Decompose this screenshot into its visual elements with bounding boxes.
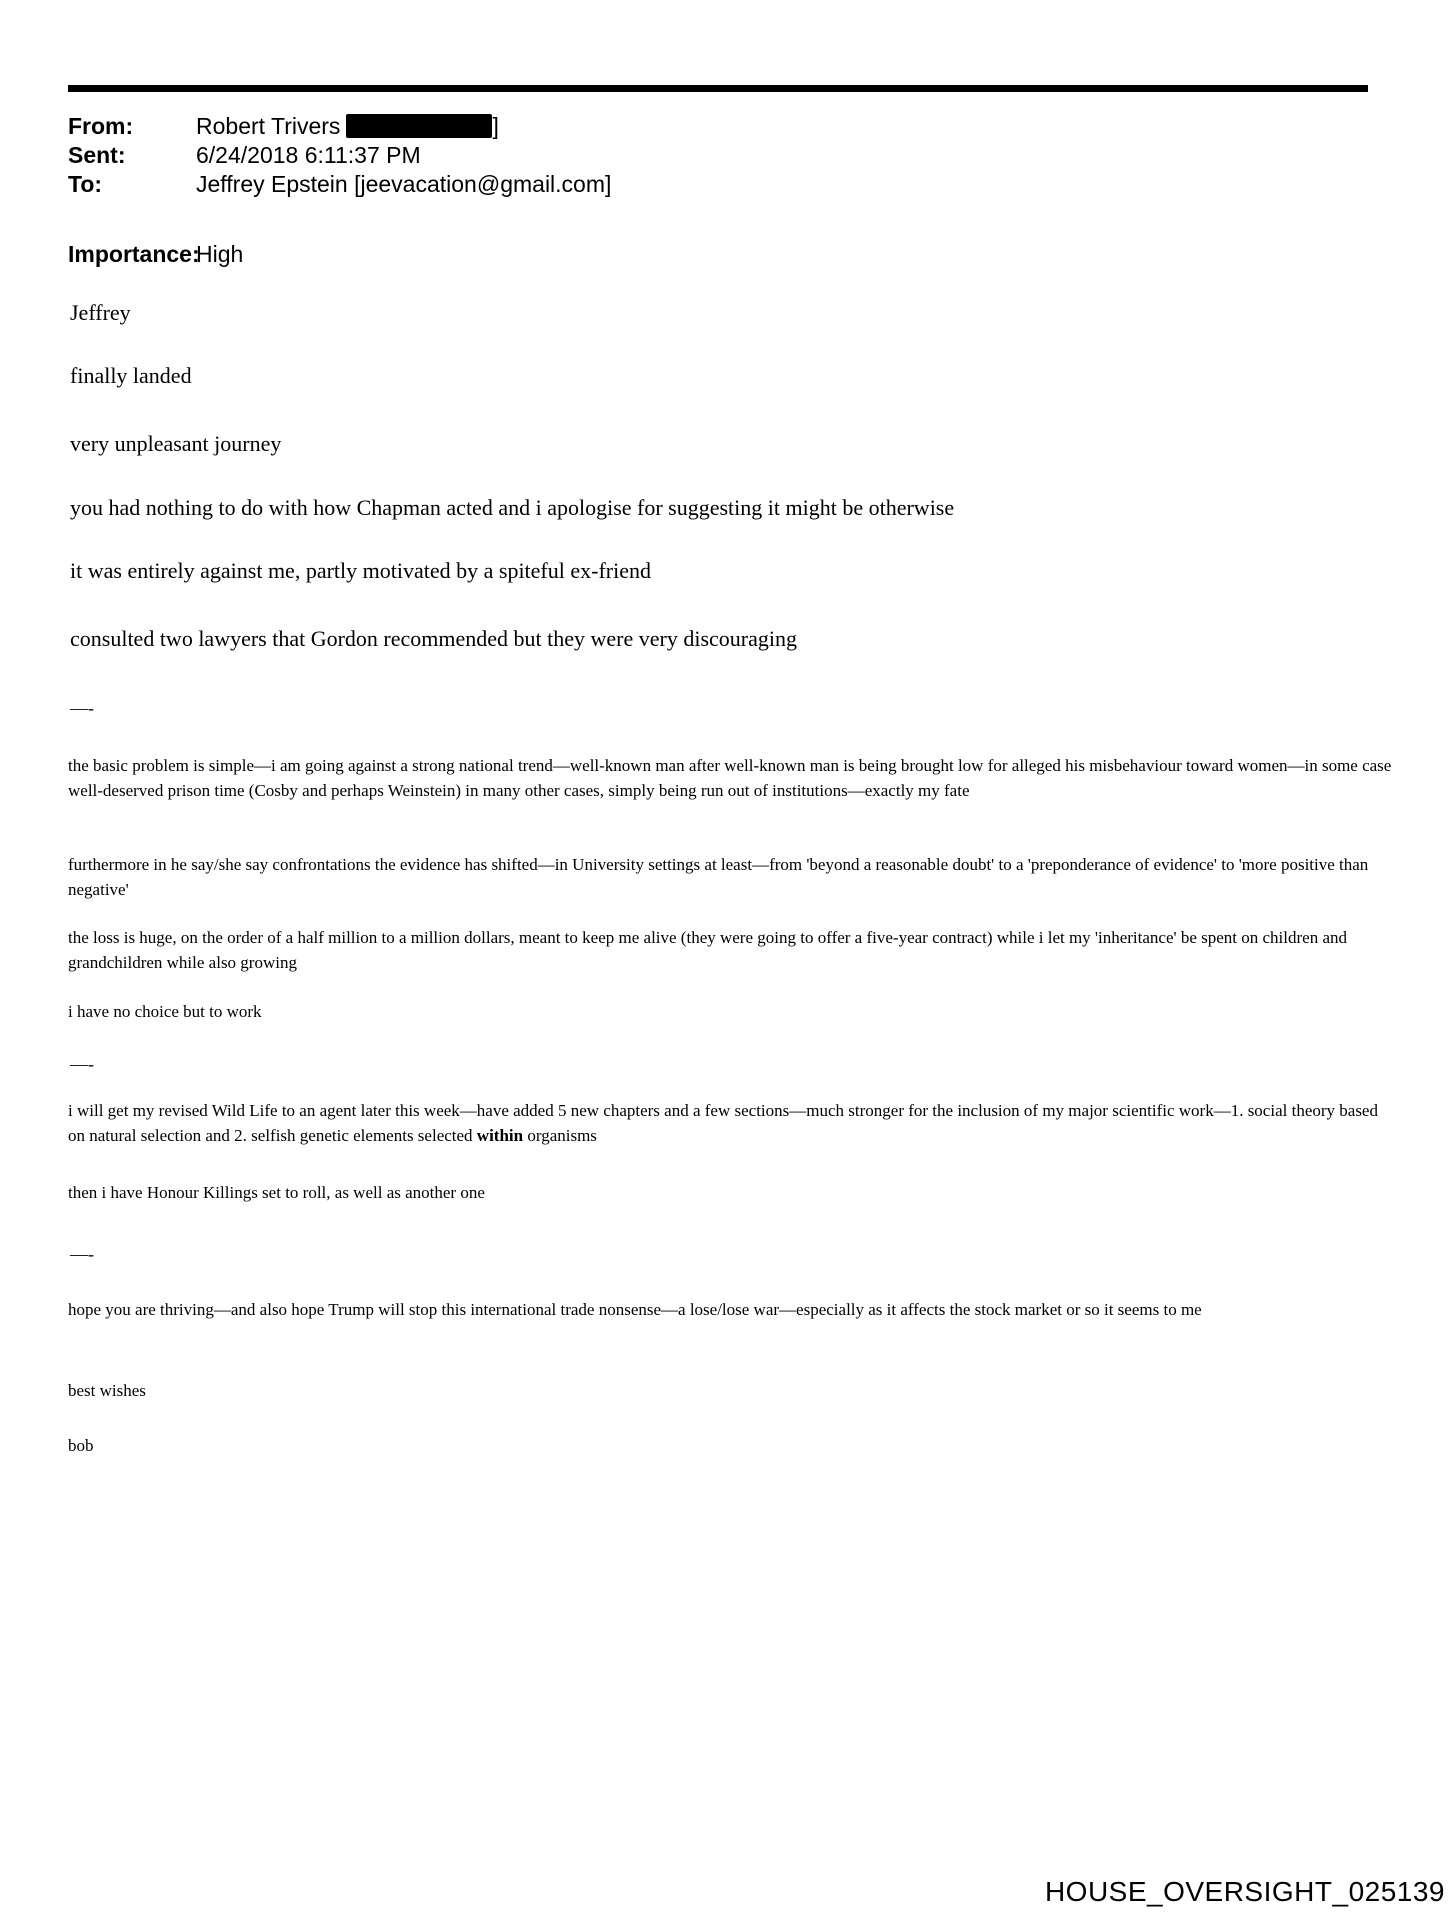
to-value: Jeffrey Epstein [jeevacation@gmail.com] (196, 171, 612, 197)
body-line-chapman: you had nothing to do with how Chapman acted and i apologise for suggesting it might be otherwise (70, 495, 955, 520)
signature-bob: bob (68, 1436, 94, 1455)
body-line-lawyers: consulted two lawyers that Gordon recommended but they were very discouraging (70, 626, 798, 651)
wild-life-text-after: organisms (523, 1125, 597, 1145)
from-row (68, 112, 611, 141)
separator-dash-3: —- (70, 1244, 94, 1264)
importance-label: Importance: (68, 241, 200, 267)
body-line-landed: finally landed (70, 363, 192, 388)
header-divider (68, 85, 1368, 92)
sent-value: 6/24/2018 6:11:37 PM (196, 142, 421, 168)
redaction-bar (346, 114, 492, 138)
paragraph-hope-thriving: hope you are thriving—and also hope Trump will stop this international trade nonsense—a lose/lose war—especially as it affects the stock market or so it seems to me (68, 1300, 1202, 1319)
wild-life-bold-word: within (476, 1125, 524, 1145)
from-value (196, 112, 499, 141)
separator-dash-2: —- (70, 1054, 94, 1074)
body-line-against-me: it was entirely against me, partly motivated by a spiteful ex-friend (70, 558, 651, 583)
email-header (68, 112, 611, 199)
paragraph-loss: the loss is huge, on the order of a half million to a million dollars, meant to keep me alive (they were going to offer a five-year contract) while i let my 'inheritance' be spent on children and grandchildren while also growing (68, 928, 1347, 972)
separator-dash-1: —- (70, 698, 94, 718)
importance-value: High (196, 241, 244, 267)
to-label: To: (68, 171, 103, 197)
wild-life-text-before: i will get my revised Wild Life to an agent later this week—have added 5 new chapters and a few sections—much stronger for the inclusion of my major scientific work—1. social theory based on natural selection and 2. selfish genetic elements selected (68, 1101, 1378, 1145)
redaction-bracket: ] (492, 113, 499, 139)
paragraph-confrontations: furthermore in he say/she say confrontations the evidence has shifted—in University settings at least—from 'beyond a reasonable doubt' to a 'preponderance of evidence' to 'more positive than negative' (68, 855, 1369, 899)
closing-best-wishes: best wishes (68, 1381, 146, 1400)
from-label: From: (68, 113, 134, 139)
to-row (68, 170, 611, 199)
paragraph-honour-killings: then i have Honour Killings set to roll, as well as another one (68, 1183, 485, 1202)
paragraph-basic-problem: the basic problem is simple—i am going against a strong national trend—well-known man after well-known man is being brought low for alleged his misbehaviour toward women—in some case well-deserved prison time (Cosby and perhaps Weinstein) in many other cases, simply being run out of institutions—exactly my fate (68, 756, 1392, 800)
paragraph-wild-life (68, 1099, 1393, 1148)
bates-number: HOUSE_OVERSIGHT_025139 (1044, 1876, 1445, 1907)
paragraph-no-choice: i have no choice but to work (68, 1002, 262, 1021)
sent-row (68, 141, 611, 170)
importance-row (68, 240, 243, 269)
sent-label: Sent: (68, 142, 126, 168)
body-line-journey: very unpleasant journey (70, 431, 282, 456)
body-line-greeting: Jeffrey (70, 300, 131, 325)
sender-name: Robert Trivers (196, 113, 341, 139)
